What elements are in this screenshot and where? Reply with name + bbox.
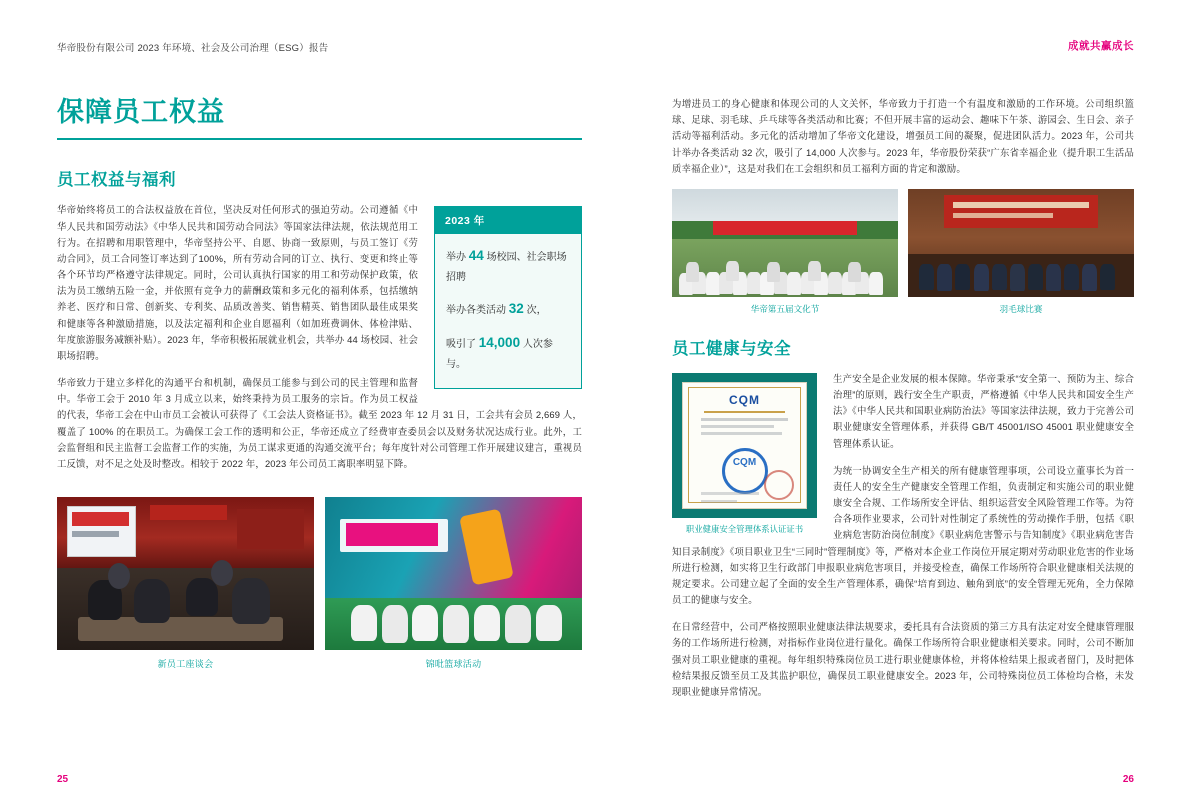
certificate-badge-text: CQM (729, 393, 760, 408)
left-page-column (57, 96, 582, 670)
statbox-line-2-post: 人次参与。 (446, 338, 553, 370)
figure-basketball-activity (325, 497, 582, 670)
paragraph-safety-3: 在日常经营中，公司严格按照职业健康法律法规要求，委托具有合法资质的第三方具有法定对安全健康管理服务的工作场所进行检测，对指标作业岗位进行量化。确保工作场所符合职业健康相关要求。同时，公司不断加强对员工职业健康的重视。每年组织特殊岗位员工进行职业健康体检，并将体检结果上报或者留门，及时把体检结果报反馈至员工及其监护职位，确保员工职业健康安全。2023 年，公司特殊岗位员工体检均合格，未发现职业健康异常情况。 (672, 621, 1134, 697)
statbox-line-1 (446, 297, 570, 322)
page-title: 保障员工权益 (57, 97, 225, 127)
photo-certificate: CQM CQM (672, 373, 817, 518)
figure-badminton-match (908, 189, 1134, 315)
benefits-text-flow (57, 202, 582, 483)
photo-sports-banner (325, 497, 582, 650)
statbox-line-0 (446, 244, 570, 287)
figure-caption: 职业健康安全管理体系认证证书 (685, 523, 804, 534)
statbox-line-1-post: 次， (526, 304, 547, 316)
health-safety-text-flow (672, 371, 1134, 711)
figure-culture-festival (672, 189, 898, 315)
statbox-line-1-number: 32 (508, 300, 524, 316)
statbox-line-2 (446, 331, 570, 374)
header-slogan: 成就共赢成长 (1068, 40, 1134, 52)
statbox-line-0-number: 44 (468, 248, 484, 264)
figure-caption: 华帝第五届文化节 (750, 303, 820, 314)
figure-caption: 新员工座谈会 (157, 659, 214, 670)
statistics-callout-box (434, 206, 582, 389)
figure-certificate (672, 373, 817, 535)
statbox-line-2-number: 14,000 (478, 334, 521, 350)
statbox-line-0-post: 场校园、社会职场招聘 (446, 252, 567, 284)
statbox-line-2-pre: 吸引了 (446, 338, 476, 350)
statbox-line-0-pre: 举办 (446, 252, 466, 264)
page-number-left: 25 (57, 774, 69, 785)
right-page-column (672, 96, 1134, 711)
photo-group-field (672, 189, 898, 297)
figure-new-employee-meeting (57, 497, 314, 670)
statbox-line-1-pre: 举办各类活动 (446, 304, 506, 316)
statbox-body (435, 234, 581, 388)
page-number-right: 26 (1122, 774, 1134, 785)
paragraph-benefits-2: 华帝致力于建立多样化的沟通平台和机制，确保员工能参与到公司的民主管理和监督中。华帝工会于 2010 年 3 月成立以来，始终秉持为员工服务的宗旨。作为员工权益的代表，华帝工会在中山市员工会被认可获得了《工会法人资格证书》。截至 2023 年 12 月 31 日，工会共有会员 2,669 人，覆盖了 100% 的在职员工。为确保工会工作的透明和公正，华帝还成立了经费审查委员会以及财务状况达成行业。此外，工会监督组和民主监督工会监督工作的实施，为员工谋求更通的沟通交流平台；每年度针对公司管理工作开展建议建言，重视员工反馈，对不足之处及时整改。相较于 2022 年，2023 年公司员工离职率明显下降。 (57, 377, 582, 469)
left-figure-row (57, 497, 582, 670)
photo-group-indoor (908, 189, 1134, 297)
header-report-title: 华帝股份有限公司 2023 年环境、社会及公司治理（ESG）报告 (57, 43, 329, 54)
subsection-title-health-safety: 员工健康与安全 (672, 339, 791, 358)
figure-caption: 羽毛球比赛 (999, 303, 1043, 314)
paragraph-safety-1: 生产安全是企业发展的根本保障。华帝秉承“安全第一、预防为主、综合治理”的原则，践行安全生产职责，严格遵循《中华人民共和国安全生产法》《中华人民共和国职业病防治法》等国家法律法规，致力于完善公司职业健康安全管理体系，并获得 GB/T 45001/ISO 45001 职业健康安全管理体系认证。 (833, 372, 1134, 449)
page-header (0, 0, 1191, 62)
paragraph-activities-intro: 为增进员工的身心健康和体现公司的人文关怀，华帝致力于打造一个有温度和激励的工作环境。公司组织篮球、足球、羽毛球、乒乓球等各类活动和比赛；不但开展丰富的运动会、趣味下午茶、游园会、生日会、亲子活动等福利活动。多元化的活动增加了华帝文化建设，增强员工间的凝聚，促进团队活力。2023 年，公司共计举办各类活动 32 次，吸引了 14,000 人次参与。2023 年，华帝股份荣获“广东省幸福企业（提升职工生活品质幸福企业）”，这是对我们在工会组织和员工福利方面的肯定和激励。 (672, 98, 1134, 174)
figure-caption: 锦吡篮球活动 (425, 659, 482, 670)
statbox-year: 2023 年 (435, 207, 581, 234)
paragraph-safety-2: 为统一协调安全生产相关的所有健康管理事项，公司设立董事长为首一责任人的安全生产健康安全管理工作组，负责制定和实施公司的职业健康安全合规、工作场所安全评估、组织运营安全风险管理工作等。为符合各项作业要求，公司针对性制定了系统性的劳动操作手册，包括《职业病危害防治岗位制度》《职业病危害警示与告知制度》《职业病危害告知目录制度》《项目职业卫生“三同时”管理制度》等，严格对本企业工作岗位开展定期对劳动职业危害的作业场所进行检测，如实将卫生行政部门申报职业病危害项目，并接受检查，确保工作场所符合职业健康相关法规的规定要求。公司建立起了全面的安全生产管理体系，确保“培育到边、触角到底”的安全管理无死角，全力保障员工的健康与安全。 (672, 464, 1134, 606)
photo-meeting-room (57, 497, 314, 650)
subsection-title-benefits: 员工权益与福利 (57, 171, 176, 190)
right-figure-row (672, 189, 1134, 315)
paragraph-benefits-1: 华帝始终将员工的合法权益放在首位，坚决反对任何形式的强迫劳动。公司遵循《中华人民共和国劳动法》《中华人民共和国劳动合同法》等国家法律法规，依法规范用工行为。在招聘和用职管理中，华帝坚持公平、自愿、协商一致原则，与员工签订《劳动合同》，员工合同签订率达到了100%，所有劳动合同的订立、执行、变更和终止等各个环节均严格遵守法律规定。同时，公司认真执行国家的用工和劳动保护政策，依法为员工缴纳五险一金，并依照有竞争力的薪酬政策和多元化的福利体系，包括缴纳养老、医疗和日常、创新奖、专利奖、品质改善奖、销售精英、销售团队最佳成果奖和健康等各种激励措施，以及法定福利和企业自愿福利（如加班费调休、体检津贴、年度旅游服务减额补贴）。2023 年，华帝积极拓展就业机会，共举办 44 场校园、社会职场招聘。 (57, 204, 418, 361)
